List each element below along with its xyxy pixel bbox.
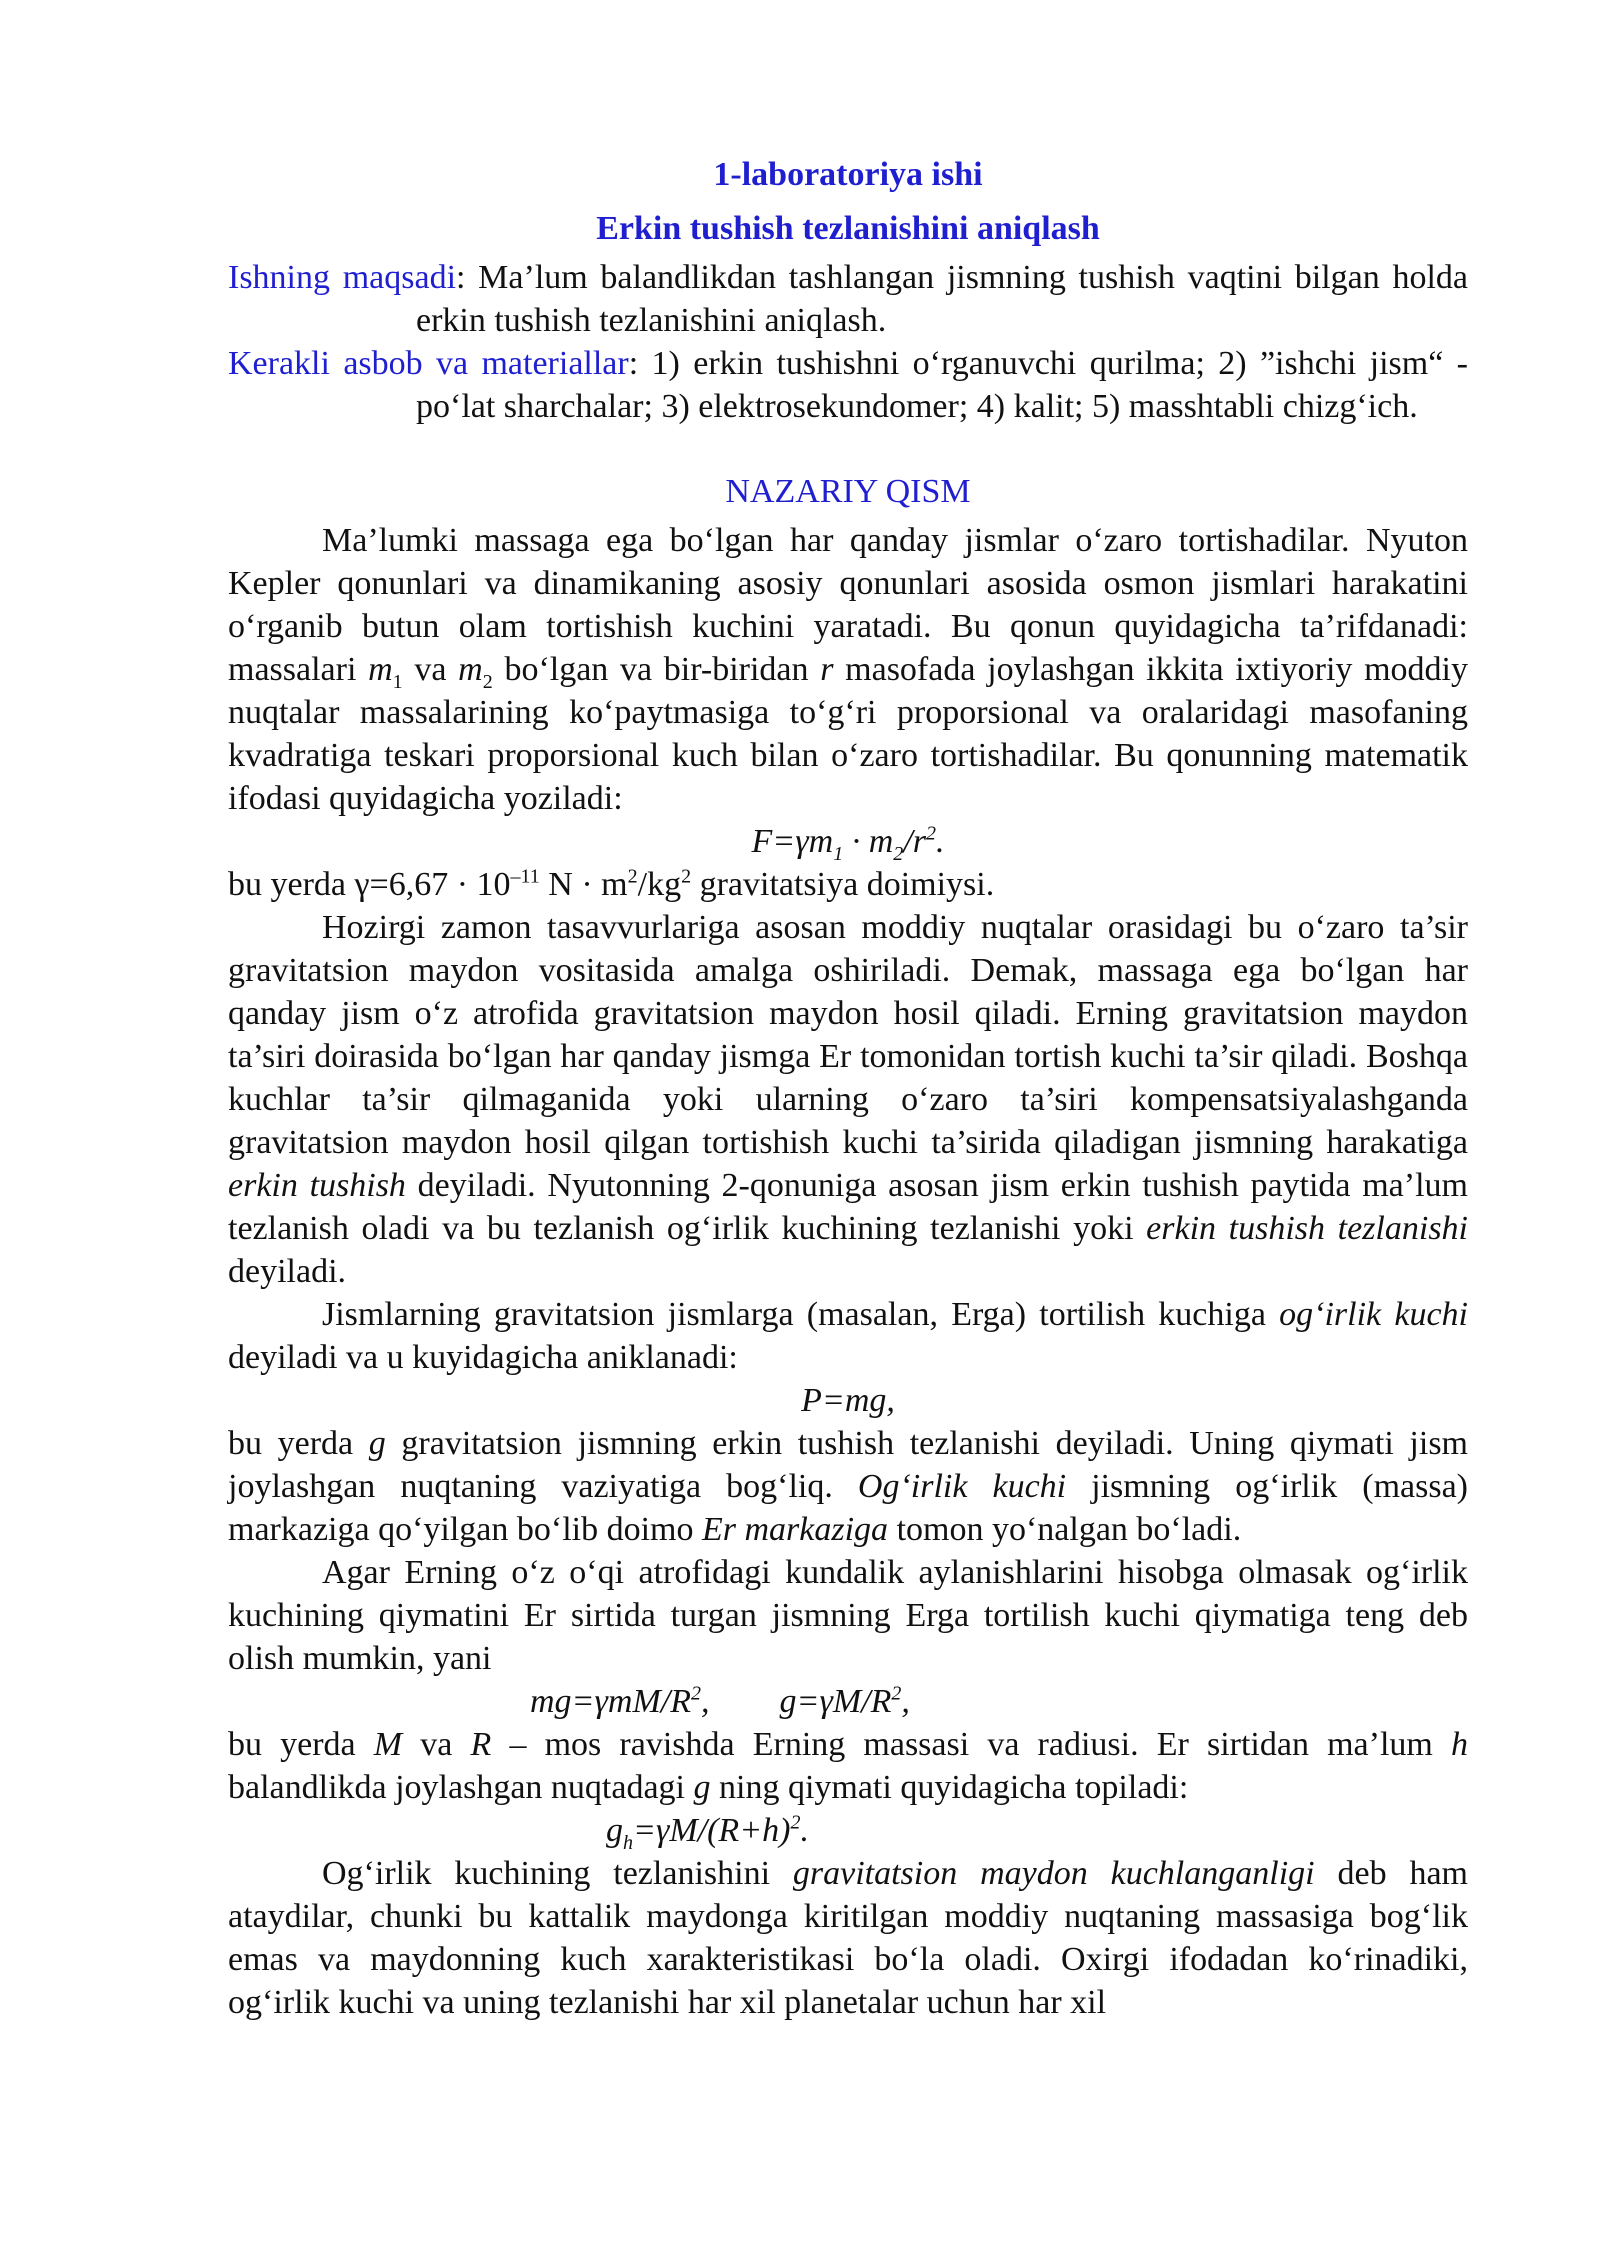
paragraph-weight-definition: Jismlarning gravitatsion jismlarga (masalan, Erga) tortilish kuchiga og‘irlik kuchi deyiladi va u kuyidagicha aniklanadi: <box>228 1296 1468 1376</box>
lab-subtitle: Erkin tushish tezlanishini aniqlash <box>596 210 1100 247</box>
paragraph-mass-radius: bu yerda M va R – mos ravishda Erning massasi va radiusi. Er sirtidan ma’lum h balandlikda joylashgan nuqtadagi g ning qiymati quyidagicha topiladi: <box>228 1726 1468 1806</box>
formula-gravitation-law: $F=\gamma m_1 \cdot m_2/r^2$. <box>751 822 945 865</box>
paragraph-gravitation-law: Ma’lumki massaga ega bo‘lgan har qanday jismlar o‘zaro tortishadilar. Nyuton Kepler qonunlari va dinamikaning asosiy qonunlari asosida osmon jismlari harakatini o‘rganib butun olam tortishish kuchini yaratadi. Bu qonun quyidagicha ta’rifdanadi: massalari $m_1$ va $m_2$ bo‘lgan va bir-biridan r masofada joylashgan ikkita ixtiyoriy moddiy nuqtalar massalarining ko‘paytmasiga to‘g‘ri proporsional va oralaridagi masofaning kvadratiga teskari proporsional kuch bilan o‘zaro tortishadilar. Bu qonunning matematik ifodasi quyidagicha yoziladi: <box>228 522 1468 817</box>
paragraph-gravitational-field: Hozirgi zamon tasavvurlariga asosan moddiy nuqtalar orasidagi bu o‘zaro ta’sir gravitatsion maydon vositasida amalga oshiriladi. Demak, massaga ega bo‘lgan har qanday jism o‘z atrofida gravitatsion maydon hosil qiladi. Erning gravitatsion maydon ta’siri doirasida bo‘lgan har qanday jismga Er tomonidan tortish kuchi ta’sir qiladi. Boshqa kuchlar ta’sir qilmaganida yoki ularning o‘zaro ta’siri kompensatsiyalashganda gravitatsion maydon hosil qilgan tortishish kuchi ta’sirida qiladigan jismning harakatiga erkin tushish deyiladi. Nyutonning 2-qonuniga asosan jism erkin tushish paytida ma’lum tezlanish oladi va bu tezlanish og‘irlik kuchining tezlanishi yoki erkin tushish tezlanishi deyiladi. <box>228 909 1468 1290</box>
section-heading: NAZARIY QISM <box>725 473 971 510</box>
paragraph-field-strength: Og‘irlik kuchining tezlanishini gravitatsion maydon kuchlanganligi deb ham ataydilar, chunki bu kattalik maydonga kiritilgan moddiy nuqtaning massasiga bog‘lik emas va maydonning kuch xarakteristikasi bo‘la oladi. Oxirgi ifodadan ko‘rinadiki, og‘irlik kuchi va uning tezlanishi har xil planetalar uchun har xil <box>228 1855 1468 2021</box>
materials-text: : 1) erkin tushishni o‘rganuvchi qurilma; 2) ”ishchi jism“ - po‘lat sharchalar; 3) elektrosekundomer; 4) kalit; 5) masshtabli chizg‘ich. <box>416 345 1468 425</box>
lab-title: 1-laboratoriya ishi <box>713 156 983 193</box>
formula-weight: P=mg, <box>801 1382 895 1419</box>
purpose-paragraph <box>228 256 1468 342</box>
gamma-constant-line: bu yerda $\gamma=6,67 \cdot 10^{-11}$ $N \cdot m^2/kg^2$ gravitatsiya doimiysi. <box>228 865 995 903</box>
paragraph-earth-rotation: Agar Erning o‘z o‘qi atrofidagi kundalik aylanishlarini hisobga olmasak og‘irlik kuchining qiymatini Er sirtida turgan jismning Erga tortilish kuchi qiymatiga teng deb olish mumkin, yani <box>228 1554 1468 1677</box>
purpose-text: : Ma’lum balandlikdan tashlangan jismning tushish vaqtini bilgan holda erkin tushish tezlanishini aniqlash. <box>416 259 1468 339</box>
materials-paragraph <box>228 342 1468 428</box>
paragraph-free-fall-acceleration: bu yerda g gravitatsion jismning erkin tushish tezlanishi deyiladi. Uning qiymati jism joylashgan nuqtaning vaziyatiga bog‘liq. Og‘irlik kuchi jismning og‘irlik (massa) markaziga qo‘yilgan bo‘lib doimo Er markaziga tomon yo‘nalgan bo‘ladi. <box>228 1425 1468 1548</box>
formula-surface-gravity: $mg=\gamma mM/R^2$, $g=\gamma M/R^2$, <box>530 1682 910 1720</box>
formula-gravity-at-height: $g_h=\gamma M/(R+h)^2$. <box>606 1811 809 1854</box>
purpose-label: Ishning maqsadi <box>228 259 457 296</box>
materials-label: Kerakli asbob va materiallar <box>228 345 629 382</box>
document-page <box>228 0 1468 2024</box>
